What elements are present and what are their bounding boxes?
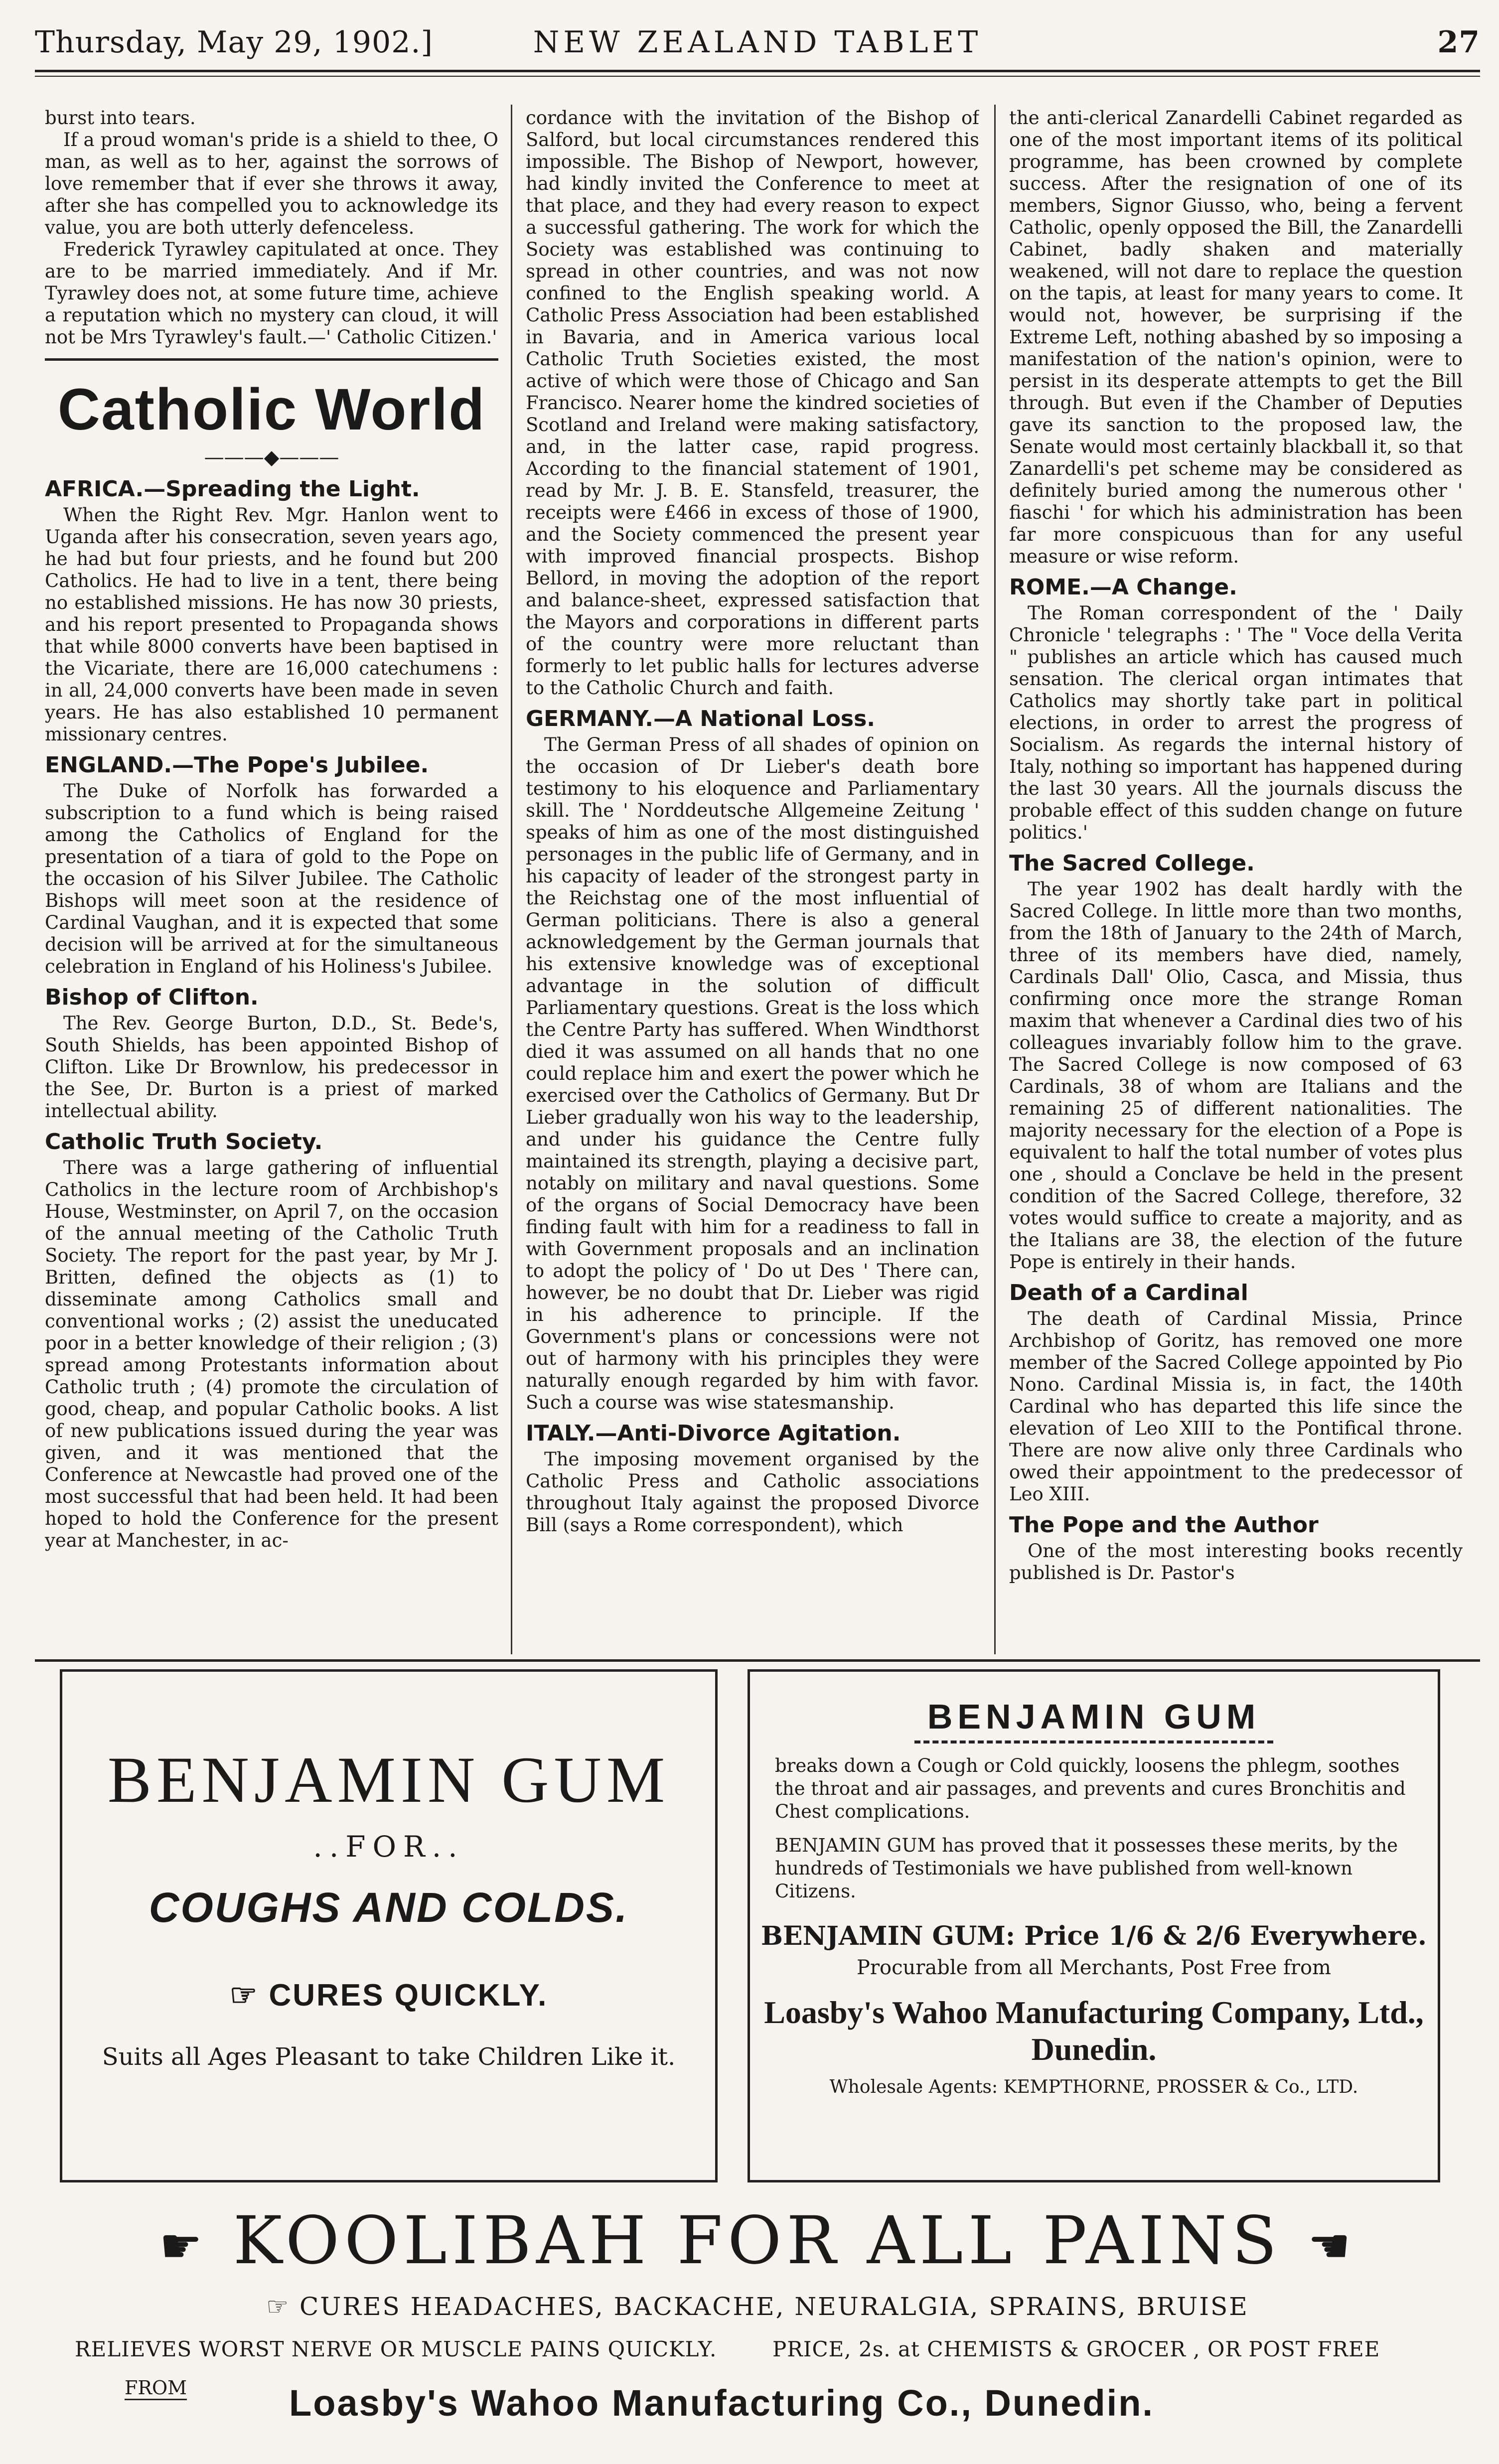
article-body: When the Right Rev. Mgr. Hanlon went to Uganda after his consecration, seven years ago, he had but four priests, and he found but 200 Catholics. He had to live in a tent, there being no established missions. He has now 30 priests, and his report presented to Propaganda shows that while 8000 converts have been baptised in the Vicariate, there are 16,000 catechumens : in all, 24,000 converts have been made in seven years. He has also established 10 permanent missionary centres. bbox=[45, 504, 498, 745]
advert-price: BENJAMIN GUM: Price 1/6 & 2/6 Everywhere. bbox=[760, 1921, 1427, 1951]
pointing-hand-icon: ☞ bbox=[229, 1978, 259, 2013]
koolibah-from: FROM bbox=[125, 2377, 187, 2400]
advert-suits: Suits all Ages Pleasant to take Children Like it. bbox=[102, 2043, 676, 2071]
header-rule-thin bbox=[35, 76, 1480, 77]
ornament-divider: ———◆——— bbox=[204, 446, 339, 469]
article-body: The year 1902 has dealt hardly with the Sacred College. In little more than two months, from the 18th of January to the 24th of March, three of its members have died, namely, Cardinals Dall' Olio, Casca, and Missia, thus confirming once more the strange Roman maxim that whenever a Cardinal dies two of his colleagues invariably follow him to the grave. The Sacred College is now composed of 63 Cardinals, 38 of whom are Italians and the remaining 25 of different nationalities. The majority necessary for the election of a Pope is equivalent to half the total number of votes plus one , should a Conclave be held in the present condition of the Sacred College, therefore, 32 votes would suffice to create a majority, and as the Italians are 38, the election of the future Pope is entirely in their hands. bbox=[1009, 878, 1463, 1273]
article-body: The German Press of all shades of opinion on the occasion of Dr Lieber's death bore testimony to his eloquence and Parliamentary skill. The ' Norddeutsche Allgemeine Zeitung ' speaks of him as one of the most distinguished personages in the public life of Germany, and in his capacity of leader of the strongest party in the Reichstag one of the most influential of German politicians. There is also a general acknowledgement by the German journals that his extensive knowledge was of exceptional advantage in the solution of difficult Parliamentary questions. Great is the loss which the Centre Party has suffered. When Windthorst died it was assumed on all hands that no one could replace him and exert the power which he exercised over the Catholics of Germany. But Dr Lieber gradually won his way to the leadership, and under his guidance the Centre fully maintained its strength, playing a decisive part, notably on military and naval questions. Some of the organs of Social Democracy have been finding fault with him for a readiness to fall in with Government proposals and an inclination to adopt the policy of ' Do ut Des ' There can, however, be no doubt that Dr. Lieber was rigid in his adherence to principle. If the Government's plans or concessions were not out of harmony with his principles they were naturally enough regarded by him with favor. Such a course was wise statesmanship. bbox=[526, 734, 979, 1413]
section-rule bbox=[45, 358, 498, 361]
article-body: The Duke of Norfolk has forwarded a subscription to a fund which is being raised among the Catholics of England for the presentation of a tiara of gold to the Pope on the occasion of his Silver Jubilee. The Catholic Bishops will meet soon at the residence of Cardinal Vaughan, and it is expected that some decision will be arrived at for the simultaneous celebration in England of his Holiness's Jubilee. bbox=[45, 780, 498, 977]
article-body: the anti-clerical Zanardelli Cabinet regarded as one of the most important items of its political programme, has been crowned by complete success. After the resignation of one of its members, Signor Giusso, who, being a fervent Catholic, openly opposed the Bill, the Zanardelli Cabinet, badly shaken and materially weakened, will not dare to replace the question on the tapis, at least for many years to come. It would not, however, be surprising if the Extreme Left, nothing abashed by so imposing a manifestation of the nation's opinion, were to persist in its desperate attempts to get the Bill through. But even if the Chamber of Deputies gave its sanction to the proposed law, the Senate would most certainly blackball it, so that Zanardelli's pet scheme may be considered as definitely buried among the numerous other ' fiaschi ' for which his administration has been far more conspicuous than for any useful measure or wise reform. bbox=[1009, 107, 1463, 567]
ad-rule bbox=[35, 1659, 1480, 1662]
article-body: The death of Cardinal Missia, Prince Archbishop of Goritz, has removed one more member of the Sacred College appointed by Pio Nono. Cardinal Missia is, in fact, the 140th Cardinal who has departed this life since the elevation of Leo XIII to the Pontifical throne. There are now alive only three Cardinals who owed their appointment to the predecessor of Leo XIII. bbox=[1009, 1308, 1463, 1505]
article-body: The Rev. George Burton, D.D., St. Bede's, South Shields, has been appointed Bishop of Clifton. Like Dr Brownlow, his predecessor in the See, Dr. Burton is a priest of marked intellectual ability. bbox=[45, 1013, 498, 1122]
advert-paragraph: BENJAMIN GUM has proved that it possesses these merits, by the hundreds of Testimonials we have published from well-known Citizens. bbox=[775, 1835, 1398, 1902]
issue-date: Thursday, May 29, 1902.] bbox=[35, 25, 433, 60]
koolibah-cures-text: CURES HEADACHES, BACKACHE, NEURALGIA, SPRAINS, BRUISE bbox=[299, 2292, 1249, 2321]
advert-title: BENJAMIN GUM bbox=[927, 1697, 1261, 1736]
koolibah-relieves: RELIEVES WORST NERVE OR MUSCLE PAINS QUICKLY. bbox=[75, 2337, 717, 2361]
advert-cures bbox=[62, 1977, 715, 2013]
article-body: The imposing movement organised by the Catholic Press and Catholic associations throughout Italy against the proposed Divorce Bill (says a Rome correspondent), which bbox=[526, 1449, 979, 1536]
article-heading: Death of a Cardinal bbox=[1009, 1280, 1248, 1305]
koolibah-title: KOOLIBAH FOR ALL PAINS bbox=[233, 2202, 1282, 2279]
koolibah-price: PRICE, 2s. at CHEMISTS & GROCER , OR POST FREE bbox=[772, 2337, 1380, 2361]
advert-cures-text: CURES QUICKLY. bbox=[269, 1978, 548, 2013]
advert-paragraph: breaks down a Cough or Cold quickly, loosens the phlegm, soothes the throat and air passages, and prevents and cures Bronchitis and Chest complications. bbox=[775, 1755, 1406, 1822]
column-divider bbox=[511, 105, 512, 1654]
advert-title: BENJAMIN GUM bbox=[107, 1743, 670, 1816]
article-heading: AFRICA.—Spreading the Light. bbox=[45, 476, 420, 502]
advert-wholesale-agents: Wholesale Agents: KEMPTHORNE, PROSSER & Co., LTD. bbox=[829, 2077, 1358, 2097]
header-rule bbox=[35, 70, 1480, 72]
story-end-paragraph: Frederick Tyrawley capitulated at once. They are to be married immediately. And if Mr. Tyrawley does not, at some future time, achieve a reputation which no mystery can cloud, it will not be Mrs Tyrawley's fault.—' Catholic Citizen.' bbox=[45, 239, 498, 348]
pointing-hand-right-icon: ☛ bbox=[159, 2218, 207, 2274]
article-heading: The Pope and the Author bbox=[1009, 1512, 1319, 1538]
article-heading: Bishop of Clifton. bbox=[45, 985, 259, 1010]
koolibah-firm: Loasby's Wahoo Manufacturing Co., Dunedin. bbox=[289, 2382, 1154, 2424]
article-heading: ROME.—A Change. bbox=[1009, 575, 1237, 600]
koolibah-headline bbox=[35, 2202, 1480, 2279]
article-heading: The Sacred College. bbox=[1009, 851, 1255, 876]
article-body: cordance with the invitation of the Bishop of Salford, but local circumstances rendered this impossible. The Bishop of Newport, however, had kindly invited the Conference to meet at that place, and they had every reason to expect a successful gathering. The work for which the Society was established was continuing to spread in other countries, and was not now confined to the English speaking world. A Catholic Press Association had been established in Bavaria, and in America various local Catholic Truth Societies existed, the most active of which were those of Chicago and San Francisco. Nearer home the kindred societies of Scotland and Ireland were making satisfactory, and, in the latter case, rapid progress. According to the financial statement of 1901, read by Mr. J. B. E. Stansfeld, treasurer, the receipts were £466 in excess of those of 1900, and the Society commenced the present year with improved financial prospects. Bishop Bellord, in moving the adoption of the report and balance-sheet, expressed satisfaction that the Mayors and corporations in different parts of the country were more reluctant than formerly to let public halls for lectures adverse to the Catholic Church and faith. bbox=[526, 107, 979, 699]
advert-coughs: COUGHS AND COLDS. bbox=[149, 1884, 629, 1931]
article-heading: ITALY.—Anti-Divorce Agitation. bbox=[526, 1421, 901, 1446]
column-3 bbox=[1009, 107, 1463, 1657]
article-body: The Roman correspondent of the ' Daily Chronicle ' telegraphs : ' The " Voce della Verita " publishes an article which has caused much sensation. The clerical organ intimates that Catholics may shortly take part in political elections, in order to arrest the progress of Socialism. As regards the internal history of Italy, nothing so important has happened during the last 30 years. All the journals discuss the probable effect of this sudden change on future politics.' bbox=[1009, 602, 1463, 843]
masthead: NEW ZEALAND TABLET bbox=[533, 25, 982, 60]
advert-procurable: Procurable from all Merchants, Post Free from bbox=[857, 1956, 1331, 1979]
article-heading: ENGLAND.—The Pope's Jubilee. bbox=[45, 752, 429, 778]
pointing-hand-left-icon: ☚ bbox=[1308, 2218, 1356, 2274]
advert-company: Loasby's Wahoo Manufacturing Company, Ltd., Dunedin. bbox=[764, 1995, 1424, 2067]
koolibah-cures bbox=[35, 2292, 1480, 2321]
article-heading: GERMANY.—A National Loss. bbox=[526, 706, 876, 731]
page-header bbox=[35, 20, 1480, 65]
article-body: One of the most interesting books recently published is Dr. Pastor's bbox=[1009, 1540, 1463, 1584]
benjamin-gum-advert-left bbox=[60, 1669, 718, 2182]
benjamin-gum-advert-right bbox=[748, 1669, 1440, 2182]
pointing-hand-icon: ☞ bbox=[266, 2292, 291, 2321]
advert-separator bbox=[914, 1740, 1273, 1743]
story-end-paragraph: burst into tears. bbox=[45, 107, 196, 129]
article-body: There was a large gathering of influential Catholics in the lecture room of Archbishop's House, Westminster, on April 7, on the occasion of the annual meeting of the Catholic Truth Society. The report for the past year, by Mr J. Britten, defined the objects as (1) to disseminate among Catholics small and conventional works ; (2) assist the uneducated poor in a better knowledge of their religion ; (3) spread among Protestants information about Catholic truth ; (4) promote the circulation of good, cheap, and popular Catholic books. A list of new publications issued during the year was given, and it was mentioned that the Conference at Newcastle had proved one of the most successful that had been held. It had been hoped to hold the Conference for the present year at Manchester, in ac- bbox=[45, 1157, 498, 1551]
advert-for: ..FOR.. bbox=[313, 1830, 464, 1864]
column-divider bbox=[994, 105, 996, 1654]
column-2 bbox=[526, 107, 979, 1657]
story-end-paragraph: If a proud woman's pride is a shield to thee, O man, as well as to her, against the sorrows of love remember that if ever she throws it away, after she has compelled you to acknowledge its value, you are both utterly defenceless. bbox=[45, 129, 498, 238]
page-number: 27 bbox=[1437, 25, 1480, 60]
article-heading: Catholic Truth Society. bbox=[45, 1129, 323, 1155]
section-title: Catholic World bbox=[57, 377, 486, 442]
koolibah-relieves-line bbox=[75, 2337, 1470, 2361]
column-1 bbox=[45, 107, 498, 1657]
